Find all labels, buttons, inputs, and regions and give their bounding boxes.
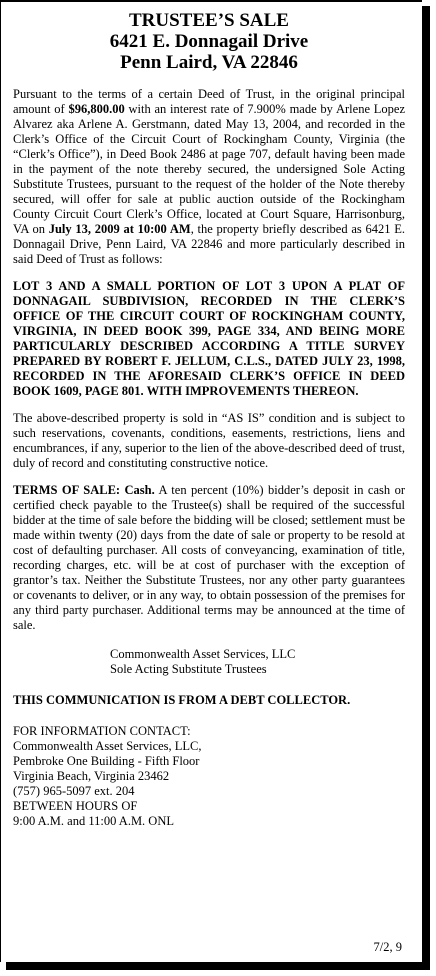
intro-text-2: with an interest rate of 7.900% made by Arlene Lopez Alvarez aka Arlene A. Gerstmann, dated May 13, 2004, and recorded in the Clerk’s Office of the Circuit Court of Rockingham County, Virginia (the “Clerk’s Office”), in Deed Book 2486 at page 707, default having been made in the payment of the note thereby secured, the undersigned Sole Acting Substitute Trustees, pursuant to the request of the holder of the Note thereby secured, will offer for sale at public auction outside of the Rockingham County Circuit Court Clerk’s Office, located at Court Square, Harrisonburg, VA on <box>13 102 405 236</box>
principal-amount: $96,800.00 <box>68 102 125 116</box>
as-is-paragraph: The above-described property is sold in “AS IS” condition and is subject to such reservations, covenants, conditions, easements, restrictions, liens and encumbrances, if any, superior to the lien of the above-described deed of trust, duly of record and constituting constructive notice. <box>13 411 405 470</box>
notice-content <box>13 10 405 829</box>
contact-hours-label: BETWEEN HOURS OF <box>13 799 138 813</box>
headline-line-3: Penn Laird, VA 22846 <box>120 52 298 73</box>
contact-heading: FOR INFORMATION CONTACT: <box>13 724 191 738</box>
contact-line-2: Pembroke One Building - Fifth Floor <box>13 754 200 768</box>
legal-description: LOT 3 AND A SMALL PORTION OF LOT 3 UPON A PLAT OF DONNAGAIL SUBDIVISION, RECORDED IN THE CLERK’S OFFICE OF THE CIRCUIT COURT OF ROCKINGHAM COUNTY, VIRGINIA, IN DEED BOOK 399, PAGE 334, AND BEING MORE PARTICULARLY DESCRIBED ACCORDING A TITLE SURVEY PREPARED BY ROBERT F. JELLUM, C.L.S., DATED JULY 23, 1998, RECORDED IN THE AFORESAID CLERK’S OFFICE IN DEED BOOK 1609, PAGE 801. WITH IMPROVEMENTS THEREON. <box>13 279 405 398</box>
signature-block <box>110 647 405 677</box>
box-shadow-right <box>422 6 430 970</box>
contact-line-3: Virginia Beach, Virginia 23462 <box>13 769 170 783</box>
intro-text-1: Pursuant to the terms of a certain Deed of Trust, in the original principal amount of <box>13 87 405 116</box>
box-shadow-bottom <box>6 962 430 970</box>
intro-paragraph <box>13 87 405 267</box>
contact-hours: 9:00 A.M. and 11:00 A.M. ONL <box>13 814 174 828</box>
terms-text: A ten percent (10%) bidder’s deposit in cash or certified check payable to the Trustee(s) shall be required of the successful bidder at the time of sale before the bidding will be closed; settlement must be made within twenty (20) days from the date of sale or property to be resold at cost of defaulting purchaser. All costs of conveyancing, examination of title, recording charges, etc. will be at cost of purchaser with the exception of grantor’s tax. Neither the Substitute Trustees, nor any other party guarantees or covenants to deliver, or in any way, to obtain possession of the premises for any third party purchaser. Additional terms may be announced at the time of sale. <box>13 483 405 632</box>
headline <box>13 10 405 73</box>
headline-line-1: TRUSTEE’S SALE <box>129 10 289 31</box>
headline-line-2: 6421 E. Donnagail Drive <box>109 31 309 52</box>
contact-phone: (757) 965-5097 ext. 204 <box>13 784 135 798</box>
publication-code: 7/2, 9 <box>373 940 402 954</box>
contact-block <box>13 724 405 829</box>
intro-text-3: , the property briefly described as 6421 E. Donnagail Drive, Penn Laird, VA 22846 and more particularly described in said Deed of Trust as follows: <box>13 222 405 266</box>
debt-collector-notice: THIS COMMUNICATION IS FROM A DEBT COLLECTOR. <box>13 693 351 707</box>
signature-role: Sole Acting Substitute Trustees <box>110 662 267 676</box>
contact-line-1: Commonwealth Asset Services, LLC, <box>13 739 202 753</box>
terms-label: TERMS OF SALE: Cash. <box>13 483 155 497</box>
terms-paragraph <box>13 483 405 633</box>
signature-company: Commonwealth Asset Services, LLC <box>110 647 296 661</box>
sale-date: July 13, 2009 at 10:00 AM <box>48 222 191 236</box>
